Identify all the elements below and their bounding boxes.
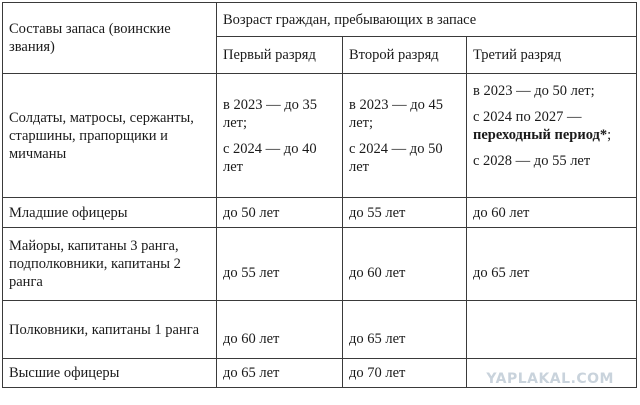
cell-line: в 2023 — до 45 лет;: [349, 96, 443, 131]
reserve-age-table: [2, 2, 637, 388]
table-row-junior-officers: [3, 198, 637, 228]
cell-second: [343, 228, 467, 301]
row-composition: Полковники, капитаны 1 ранга: [3, 301, 217, 359]
cell-second: до 55 лет: [343, 198, 467, 228]
table-row-majors: [3, 228, 637, 301]
transition-period-label: переходный период*: [473, 127, 608, 143]
cell-line: с 2028 — до 55 лет: [473, 153, 591, 169]
transition-suffix: ;: [607, 127, 612, 143]
cell-first: [217, 74, 343, 198]
cell-value: до 65 лет: [349, 330, 406, 347]
cell-line: с 2024 — до 40 лет: [223, 140, 317, 175]
cell-value: до 60 лет: [349, 265, 406, 281]
cell-third: [467, 74, 637, 198]
cell-second: до 70 лет: [343, 359, 467, 388]
row-composition: Солдаты, матросы, сержанты, старшины, прапорщики и мичманы: [3, 74, 217, 198]
cell-line: [473, 108, 630, 144]
cell-line: с 2024 — до 50 лет: [349, 140, 443, 175]
header-first-category: Первый разряд: [217, 37, 343, 74]
cell-third: до 60 лет: [467, 198, 637, 228]
table-row-colonels: [3, 301, 637, 359]
cell-line: в 2023 — до 50 лет;: [473, 83, 595, 99]
cell-value: до 60 лет: [223, 330, 280, 347]
header-composition: Составы запаса (воинские звания): [3, 3, 217, 74]
header-row-1: [3, 3, 637, 37]
cell-value: до 65 лет: [473, 265, 530, 281]
row-composition: Высшие офицеры: [3, 359, 217, 388]
header-second-category: Второй разряд: [343, 37, 467, 74]
cell-second: [343, 301, 467, 359]
cell-line: в 2023 — до 35 лет;: [223, 96, 317, 131]
cell-third: [467, 228, 637, 301]
cell-first: до 65 лет: [217, 359, 343, 388]
cell-second: [343, 74, 467, 198]
row-composition: Младшие офицеры: [3, 198, 217, 228]
site-watermark: YAPLAKAL.COM: [486, 371, 614, 387]
transition-prefix: с 2024 по 2027 —: [473, 109, 582, 125]
cell-third: [467, 301, 637, 359]
header-age-group: Возраст граждан, пребывающих в запасе: [217, 3, 637, 37]
cell-first: до 50 лет: [217, 198, 343, 228]
cell-first: [217, 228, 343, 301]
row-composition: Майоры, капитаны 3 ранга, подполковники, капитаны 2 ранга: [3, 228, 217, 301]
table-row-soldiers: [3, 74, 637, 198]
header-third-category: Третий разряд: [467, 37, 637, 74]
cell-first: [217, 301, 343, 359]
cell-value: до 55 лет: [223, 265, 280, 281]
